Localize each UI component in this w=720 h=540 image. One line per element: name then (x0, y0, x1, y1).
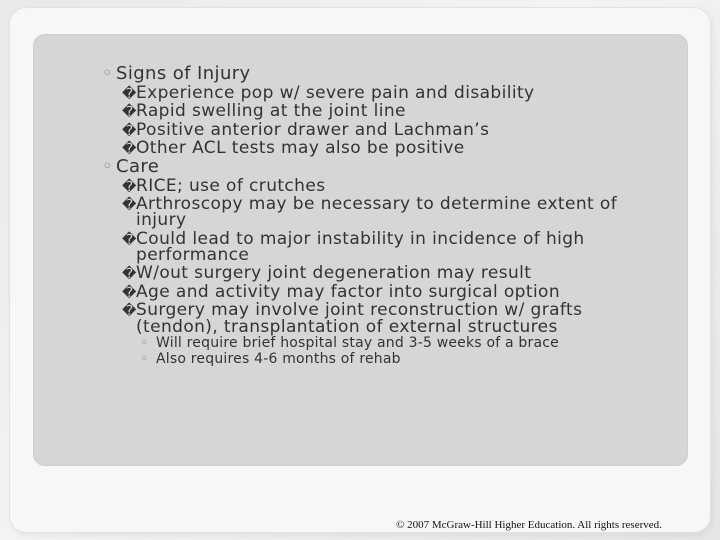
missing-glyph-icon: � (122, 266, 137, 282)
heading-signs-of-injury: ◦ Signs of Injury (102, 63, 251, 84)
list-item: �Age and activity may factor into surgical option (122, 282, 561, 302)
list-item: �RICE; use of crutches (122, 176, 326, 196)
list-item: �Arthroscopy may be necessary to determine extent of (122, 194, 618, 214)
missing-glyph-icon: � (122, 141, 137, 157)
list-item: �Experience pop w/ severe pain and disability (122, 83, 535, 103)
list-item-continuation: injury (136, 210, 187, 230)
missing-glyph-icon: � (122, 86, 137, 102)
missing-glyph-icon: � (122, 104, 137, 120)
sub-list-item: ◦ Will require brief hospital stay and 3-5 weeks of a brace (140, 335, 559, 351)
list-item: �Other ACL tests may also be positive (122, 138, 465, 158)
bullet-icon: ◦ (102, 63, 114, 84)
missing-glyph-icon: � (122, 285, 137, 301)
bullet-icon: ◦ (102, 156, 114, 177)
sub-list-item: ◦ Also requires 4-6 months of rehab (140, 351, 401, 367)
missing-glyph-icon: � (122, 197, 137, 213)
list-item: �Positive anterior drawer and Lachman’s (122, 120, 490, 140)
list-item: �Could lead to major instability in incidence of high (122, 229, 585, 249)
missing-glyph-icon: � (122, 179, 137, 195)
bullet-icon: ◦ (140, 351, 149, 367)
list-item-continuation: (tendon), transplantation of external structures (136, 317, 558, 337)
missing-glyph-icon: � (122, 123, 137, 139)
list-item: �W/out surgery joint degeneration may result (122, 263, 532, 283)
missing-glyph-icon: � (122, 232, 137, 248)
copyright-footer: © 2007 McGraw-Hill Higher Education. All rights reserved. (396, 519, 662, 531)
heading-care: ◦ Care (102, 156, 160, 177)
list-item: �Surgery may involve joint reconstruction w/ grafts (122, 300, 583, 320)
missing-glyph-icon: � (122, 303, 137, 319)
list-item-continuation: performance (136, 245, 250, 265)
list-item: �Rapid swelling at the joint line (122, 101, 406, 121)
bullet-icon: ◦ (140, 335, 149, 351)
